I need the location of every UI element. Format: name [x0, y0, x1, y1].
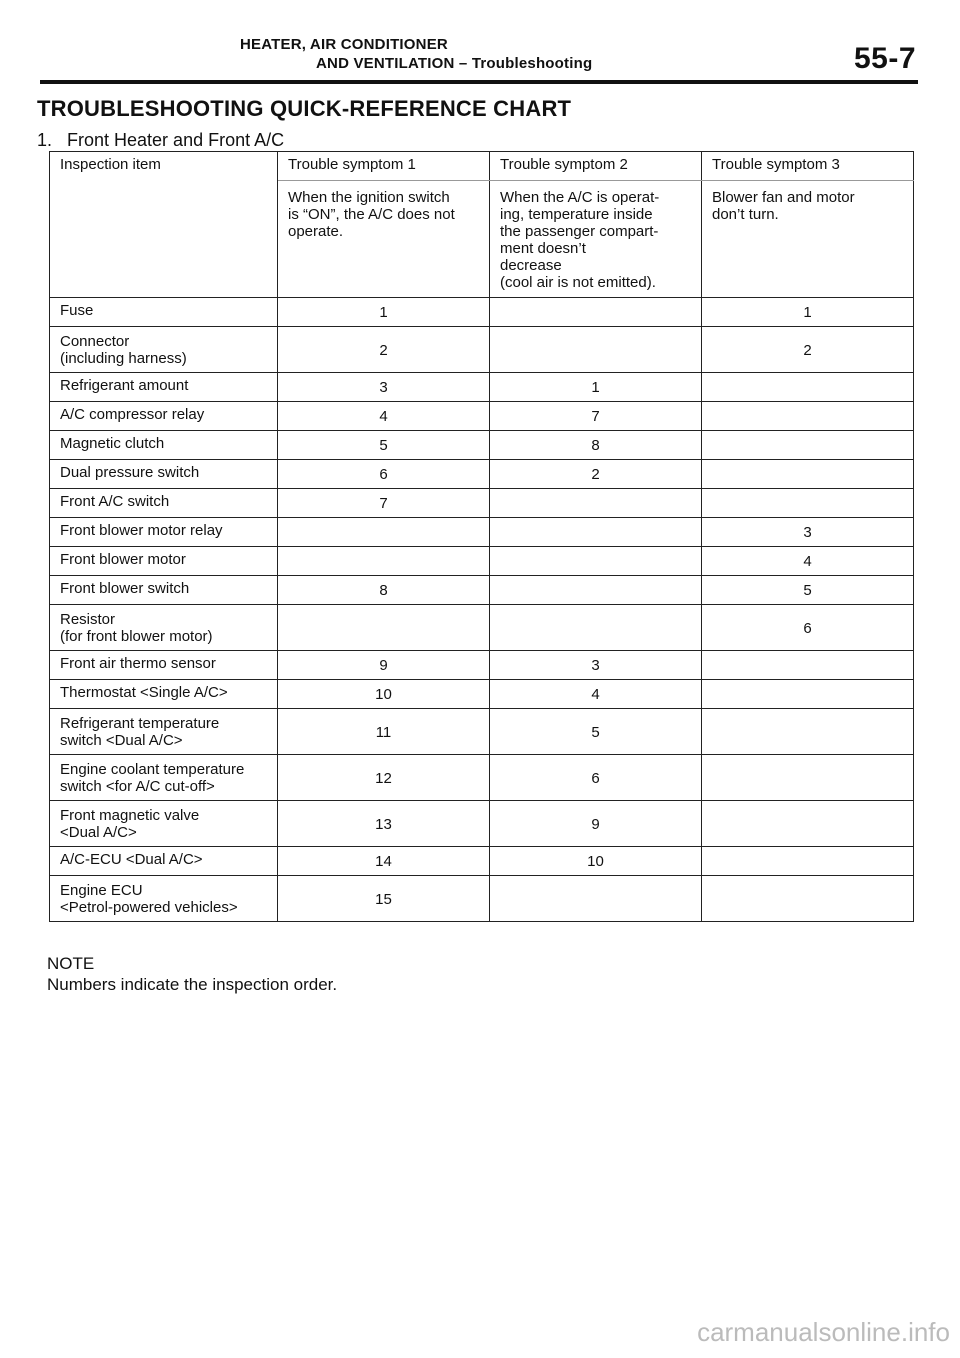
symptom-1-order-cell — [278, 518, 490, 547]
note-label: NOTE — [47, 954, 95, 973]
symptom-1-order-cell: 12 — [278, 755, 490, 801]
inspection-item-cell: Connector (including harness) — [50, 327, 278, 373]
symptom-3-order-cell: 1 — [702, 298, 914, 327]
symptom-2-order-cell — [490, 298, 702, 327]
symptom-2-order-cell: 10 — [490, 847, 702, 876]
inspection-item-cell: Front blower motor relay — [50, 518, 278, 547]
symptom-2-order-cell: 7 — [490, 402, 702, 431]
table-row — [50, 847, 914, 876]
symptom-2-order-cell: 6 — [490, 755, 702, 801]
inspection-item-cell: Thermostat <Single A/C> — [50, 680, 278, 709]
table-header-row — [50, 152, 914, 181]
symptom-1-order-cell: 3 — [278, 373, 490, 402]
column-header-symptom-3: Trouble symptom 3 — [702, 152, 914, 181]
inspection-item-cell: Magnetic clutch — [50, 431, 278, 460]
inspection-item-cell: Dual pressure switch — [50, 460, 278, 489]
symptom-1-order-cell: 10 — [278, 680, 490, 709]
symptom-2-order-cell: 5 — [490, 709, 702, 755]
inspection-item-cell: Front magnetic valve <Dual A/C> — [50, 801, 278, 847]
symptom-2-order-cell — [490, 605, 702, 651]
symptom-3-order-cell: 3 — [702, 518, 914, 547]
symptom-2-order-cell: 9 — [490, 801, 702, 847]
note — [47, 953, 337, 995]
table-row — [50, 489, 914, 518]
table-row — [50, 518, 914, 547]
symptom-2-order-cell — [490, 547, 702, 576]
symptom-1-order-cell: 14 — [278, 847, 490, 876]
inspection-item-cell: Refrigerant amount — [50, 373, 278, 402]
symptom-1-order-cell: 15 — [278, 876, 490, 922]
symptom-2-order-cell — [490, 876, 702, 922]
page-number: 55-7 — [853, 42, 916, 75]
symptom-3-order-cell: 2 — [702, 327, 914, 373]
table-row — [50, 680, 914, 709]
inspection-item-cell: Engine coolant temperature switch <for A/C cut-off> — [50, 755, 278, 801]
inspection-item-cell: Front blower switch — [50, 576, 278, 605]
table-row — [50, 709, 914, 755]
symptom-2-description: When the A/C is operat- ing, temperature inside the passenger compart- ment doesn’t decrease (cool air is not emitted). — [490, 181, 702, 298]
table-row — [50, 605, 914, 651]
table-row — [50, 431, 914, 460]
inspection-item-cell: Resistor (for front blower motor) — [50, 605, 278, 651]
table-row — [50, 298, 914, 327]
symptom-2-order-cell: 3 — [490, 651, 702, 680]
symptom-3-order-cell — [702, 755, 914, 801]
symptom-3-order-cell — [702, 847, 914, 876]
symptom-3-order-cell — [702, 373, 914, 402]
table-row — [50, 876, 914, 922]
symptom-2-order-cell: 4 — [490, 680, 702, 709]
table-row — [50, 373, 914, 402]
symptom-1-order-cell: 5 — [278, 431, 490, 460]
chart-title: TROUBLESHOOTING QUICK-REFERENCE CHART — [37, 96, 572, 121]
column-header-symptom-1: Trouble symptom 1 — [278, 152, 490, 181]
symptom-1-order-cell: 9 — [278, 651, 490, 680]
troubleshooting-table — [49, 151, 914, 922]
inspection-item-cell: A/C-ECU <Dual A/C> — [50, 847, 278, 876]
table-row — [50, 460, 914, 489]
inspection-item-cell: Engine ECU <Petrol-powered vehicles> — [50, 876, 278, 922]
symptom-1-order-cell: 13 — [278, 801, 490, 847]
inspection-item-cell: A/C compressor relay — [50, 402, 278, 431]
inspection-item-cell: Refrigerant temperature switch <Dual A/C> — [50, 709, 278, 755]
table-row — [50, 755, 914, 801]
symptom-1-order-cell: 1 — [278, 298, 490, 327]
symptom-2-order-cell: 1 — [490, 373, 702, 402]
symptom-1-order-cell: 6 — [278, 460, 490, 489]
table-row — [50, 801, 914, 847]
symptom-3-order-cell: 5 — [702, 576, 914, 605]
page-header — [40, 34, 918, 84]
table-row — [50, 402, 914, 431]
symptom-3-order-cell — [702, 801, 914, 847]
table-body — [50, 152, 914, 922]
symptom-3-order-cell: 6 — [702, 605, 914, 651]
symptom-3-order-cell — [702, 651, 914, 680]
symptom-2-order-cell — [490, 327, 702, 373]
symptom-1-description: When the ignition switch is “ON”, the A/C does not operate. — [278, 181, 490, 298]
symptom-1-order-cell: 7 — [278, 489, 490, 518]
symptom-3-order-cell — [702, 489, 914, 518]
symptom-3-order-cell — [702, 709, 914, 755]
symptom-2-order-cell — [490, 489, 702, 518]
section-title-line1: HEATER, AIR CONDITIONER — [240, 36, 448, 53]
symptom-1-order-cell: 2 — [278, 327, 490, 373]
inspection-item-cell: Front air thermo sensor — [50, 651, 278, 680]
column-header-symptom-2: Trouble symptom 2 — [490, 152, 702, 181]
chart-subtitle: 1. Front Heater and Front A/C — [37, 130, 285, 150]
symptom-1-order-cell: 4 — [278, 402, 490, 431]
table-row — [50, 547, 914, 576]
symptom-3-order-cell: 4 — [702, 547, 914, 576]
inspection-item-cell: Front blower motor — [50, 547, 278, 576]
symptom-2-order-cell — [490, 576, 702, 605]
symptom-3-description: Blower fan and motor don’t turn. — [702, 181, 914, 298]
symptom-1-order-cell — [278, 605, 490, 651]
inspection-item-cell: Fuse — [50, 298, 278, 327]
symptom-3-order-cell — [702, 876, 914, 922]
symptom-2-order-cell — [490, 518, 702, 547]
symptom-3-order-cell — [702, 460, 914, 489]
table-row — [50, 651, 914, 680]
table-row — [50, 327, 914, 373]
symptom-1-order-cell: 11 — [278, 709, 490, 755]
symptom-2-order-cell: 8 — [490, 431, 702, 460]
symptom-2-order-cell: 2 — [490, 460, 702, 489]
symptom-1-order-cell: 8 — [278, 576, 490, 605]
inspection-item-cell: Front A/C switch — [50, 489, 278, 518]
watermark: carmanualsonline.info — [697, 1317, 950, 1347]
table-row — [50, 576, 914, 605]
symptom-1-order-cell — [278, 547, 490, 576]
symptom-3-order-cell — [702, 680, 914, 709]
note-text: Numbers indicate the inspection order. — [47, 975, 338, 994]
symptom-3-order-cell — [702, 402, 914, 431]
column-header-inspection-item: Inspection item — [50, 152, 278, 298]
symptom-3-order-cell — [702, 431, 914, 460]
section-title-line2: AND VENTILATION – Troubleshooting — [316, 55, 593, 72]
